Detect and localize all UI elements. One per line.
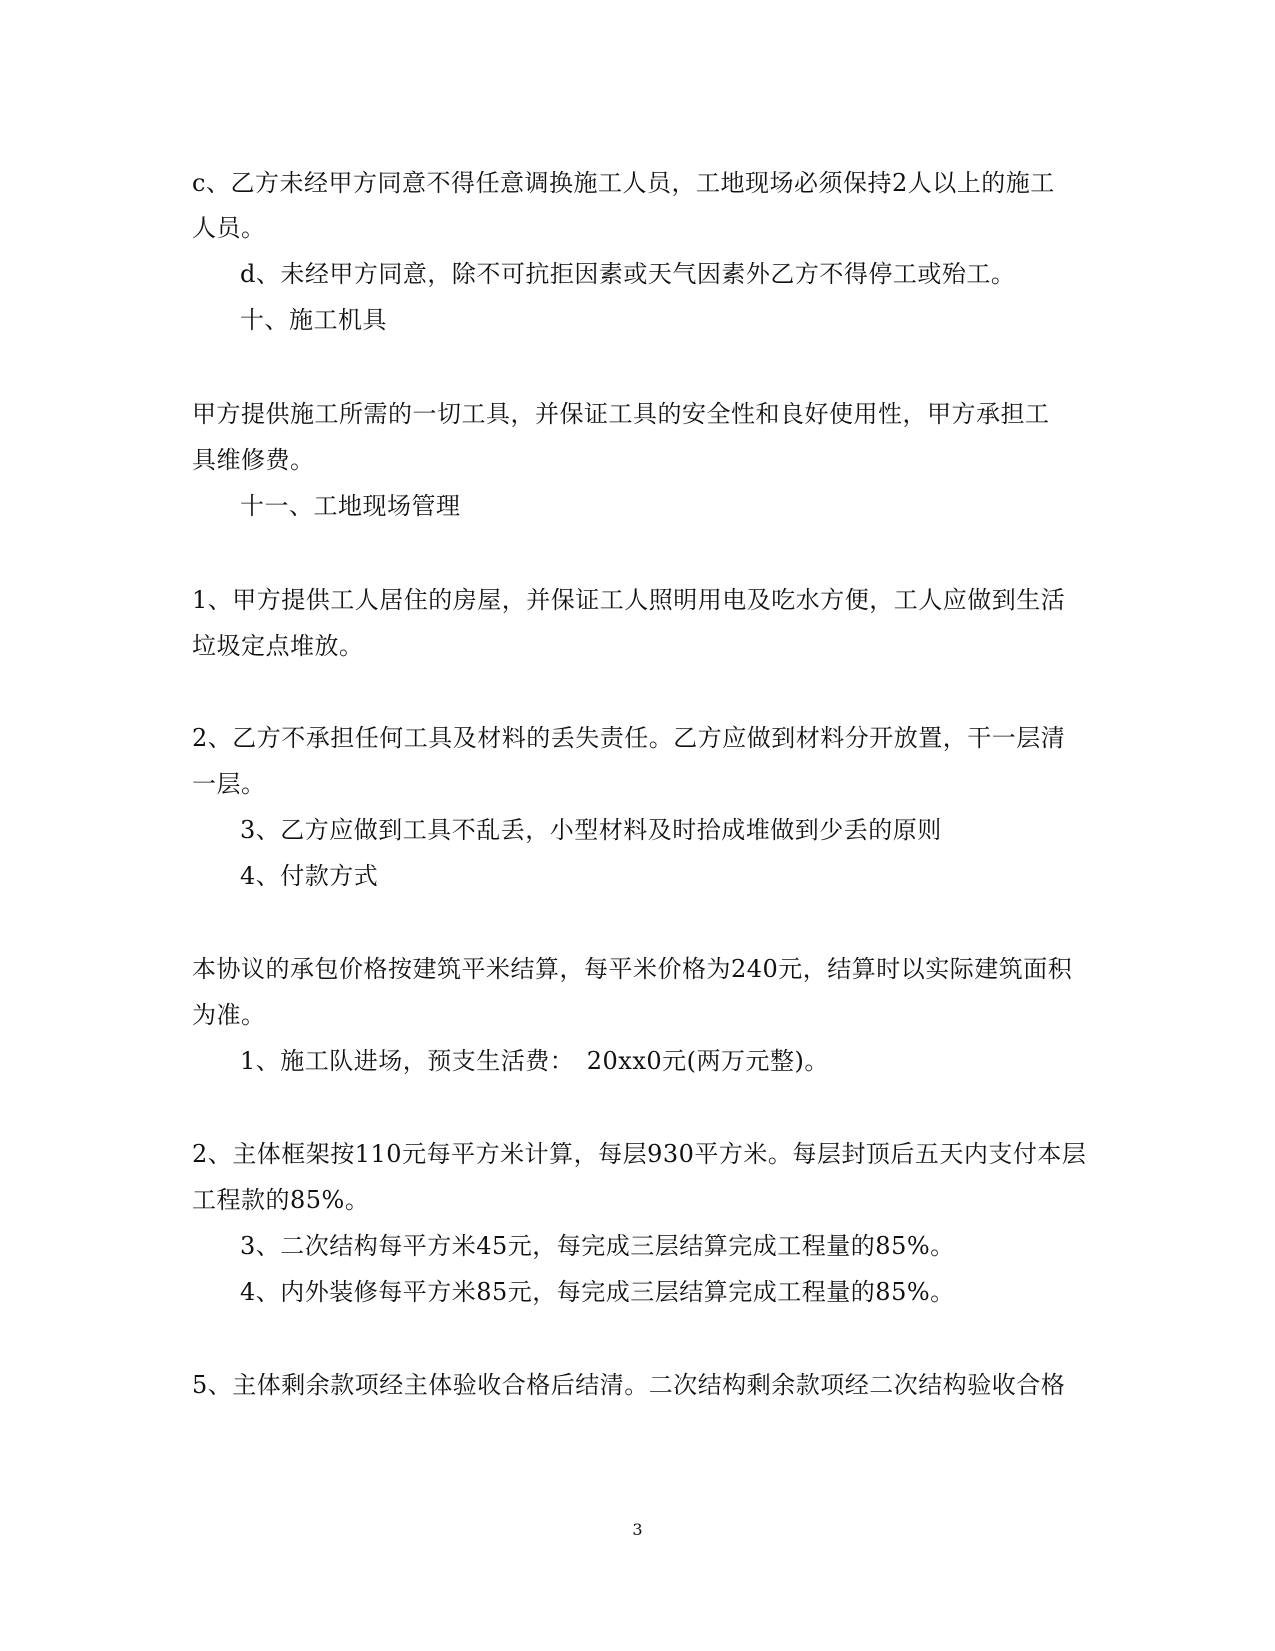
paragraph-line: 1、施工队进场，预支生活费： 20xx0元(两万元整)。	[240, 1047, 829, 1075]
section-heading: 十一、工地现场管理	[240, 492, 461, 520]
paragraph-line: 具维修费。	[192, 446, 315, 474]
paragraph-line: 3、二次结构每平方米45元，每完成三层结算完成工程量的85%。	[240, 1232, 955, 1260]
paragraph-line: 4、付款方式	[240, 862, 379, 890]
paragraph-line: 一层。	[192, 770, 266, 798]
paragraph-line: 2、乙方不承担任何工具及材料的丢失责任。乙方应做到材料分开放置，干一层清	[192, 724, 1066, 752]
paragraph-line: 2、主体框架按110元每平方米计算，每层930平方米。每层封顶后五天内支付本层	[192, 1140, 1087, 1168]
paragraph-line: 3、乙方应做到工具不乱丢，小型材料及时拾成堆做到少丢的原则	[240, 816, 942, 844]
paragraph-line: 人员。	[192, 214, 266, 242]
paragraph-line: 甲方提供施工所需的一切工具，并保证工具的安全性和良好使用性，甲方承担工	[192, 400, 1050, 428]
paragraph-line: 1、甲方提供工人居住的房屋，并保证工人照明用电及吃水方便，工人应做到生活	[192, 586, 1066, 614]
paragraph-line: d、未经甲方同意，除不可抗拒因素或天气因素外乙方不得停工或殆工。	[240, 260, 1016, 288]
paragraph-line: 本协议的承包价格按建筑平米结算，每平米价格为240元，结算时以实际建筑面积	[192, 955, 1073, 983]
page-number: 3	[632, 1520, 643, 1539]
paragraph-line: 垃圾定点堆放。	[192, 632, 364, 660]
section-heading: 十、施工机具	[240, 306, 387, 334]
paragraph-line: 4、内外装修每平方米85元，每完成三层结算完成工程量的85%。	[240, 1278, 955, 1306]
paragraph-line: 5、主体剩余款项经主体验收合格后结清。二次结构剩余款项经二次结构验收合格	[192, 1371, 1066, 1399]
paragraph-line: c、乙方未经甲方同意不得任意调换施工人员，工地现场必须保持2人以上的施工	[192, 169, 1055, 197]
paragraph-line: 工程款的85%。	[192, 1186, 370, 1214]
paragraph-line: 为准。	[192, 1001, 266, 1029]
